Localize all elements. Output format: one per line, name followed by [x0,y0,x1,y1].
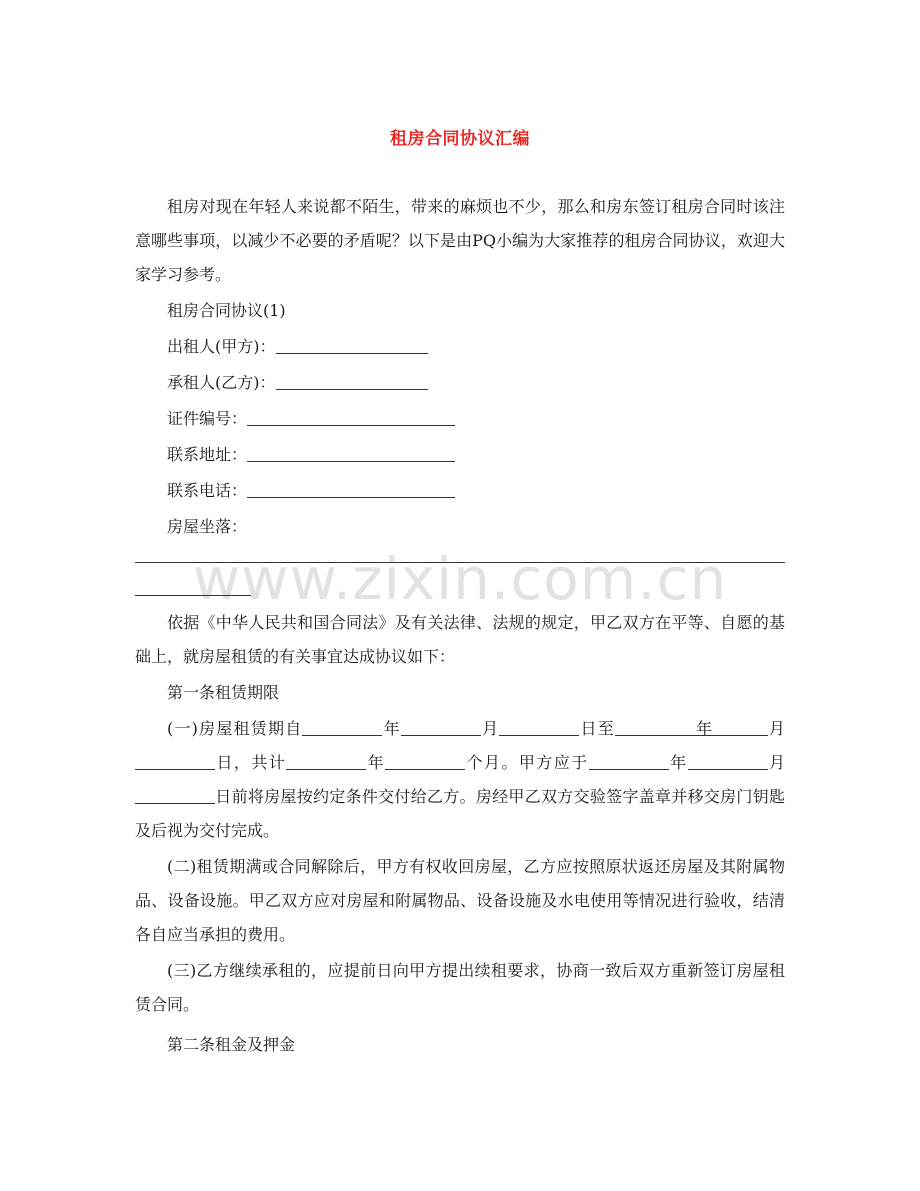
blank [615,717,695,736]
month-label: 月 [480,719,500,738]
item1-text-tail: 日前将房屋按约定条件交付给乙方。房经甲乙双方交验签字盖章并移交房门钥匙及后视为交付完成。 [135,787,785,840]
article1-item3: (三)乙方继续承租的，应提前日向甲方提出续租要求，协商一致后双方重新签订房屋租赁合同。 [135,961,785,1014]
address-blank [247,443,455,462]
blank [688,717,768,736]
year-label: 年 [366,753,386,772]
blank [589,751,669,770]
section-heading: 租房合同协议(1) [167,301,286,320]
field-phone [135,474,785,508]
field-lessee-label: 承租人(乙方)： [167,373,276,392]
year-label: 年 [668,753,688,772]
article1-heading: 第一条租赁期限 [167,683,280,702]
location-blank-line [135,562,785,563]
month-label: 月 [767,753,785,772]
field-location [135,510,785,544]
lessor-blank [276,335,428,354]
blank [401,717,481,736]
lessee-blank [276,371,428,390]
blank [302,717,382,736]
article1-item1 [135,712,785,848]
field-lessor [135,330,785,364]
document-body [135,190,785,1064]
blank [286,751,366,770]
basis-paragraph: 依据《中华人民共和国合同法》及有关法律、法规的规定，甲乙双方在平等、自愿的基础上，就房屋租赁的有关事宜达成协议如下： [135,613,785,666]
item1-text-start: (一)房屋租赁期自 [167,719,303,738]
phone-blank [247,479,455,498]
field-phone-label: 联系电话： [167,481,248,500]
field-address-label: 联系地址： [167,445,248,464]
year-label: 年 [382,719,401,738]
field-address [135,438,785,472]
blank [688,751,768,770]
article2-heading: 第二条租金及押金 [167,1035,296,1054]
intro-paragraph: 租房对现在年轻人来说都不陌生，带来的麻烦也不少，那么和房东签订租房合同时该注意哪些事项，以减少不必要的矛盾呢？以下是由PQ小编为大家推荐的租房合同协议，欢迎大家学习参考。 [135,197,785,284]
watermark: www.zixin.com.cn [192,545,728,613]
field-id-number [135,402,785,436]
field-id-number-label: 证件编号： [167,409,248,428]
day-total-label: 日，共计 [215,753,287,772]
id-number-blank [247,407,455,426]
field-lessor-label: 出租人(甲方)： [167,337,276,356]
page-title: 租房合同协议汇编 [390,129,530,149]
months-label: 个月。甲方应于 [465,753,589,772]
year-label: 年 [694,719,714,738]
field-location-label: 房屋坐落： [167,517,248,536]
blank [385,751,465,770]
blank [135,751,215,770]
month-label: 月 [767,719,785,738]
location-blank-line-short [135,595,251,596]
blank [135,785,215,804]
day-to-label: 日至 [579,719,615,738]
article1-item2: (二)租赁期满或合同解除后，甲方有权收回房屋，乙方应按照原状返还房屋及其附属物品、设备设施。甲乙双方应对房屋和附属物品、设备设施及水电使用等情况进行验收，结清各自应当承担的费用。 [135,857,785,944]
field-lessee [135,366,785,400]
blank [499,717,579,736]
